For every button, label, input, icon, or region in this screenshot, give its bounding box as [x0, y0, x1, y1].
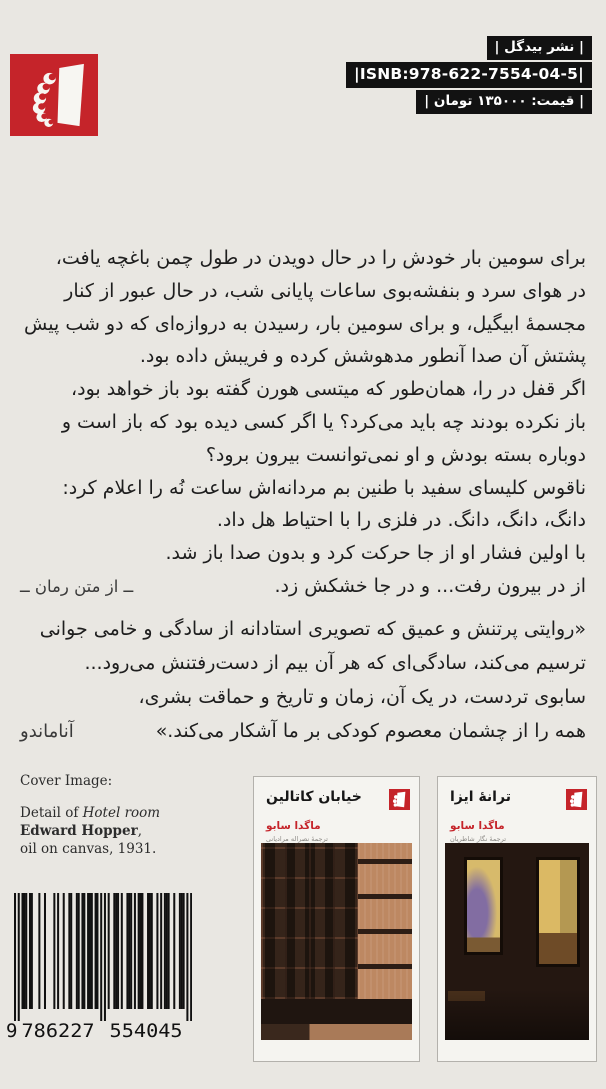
excerpt-line: دانگ، دانگ، دانگ. در فلزی را با احتیاط هل داد.	[216, 509, 586, 532]
excerpt-line: باز نکرده بودند چه باید می‌کرد؟ یا اگر کسی دیده بود که باز است و	[61, 410, 586, 433]
related-book-katalin-street	[253, 776, 420, 1062]
credit-artwork: Detail of Hotel room	[20, 805, 161, 821]
price-badge: | قیمت: ۱۳۵۰۰۰ تومان |	[416, 90, 592, 114]
svg-text:9: 9	[6, 1020, 18, 1042]
excerpt-line: با اولین فشار او از جا حرکت کرد و بدون صدا باز شد.	[165, 542, 586, 565]
related-book-izas-ballad	[437, 776, 597, 1062]
related-book-translator: ترجمهٔ نصراله مرادیانی	[266, 835, 328, 843]
publisher-logo-icon	[566, 789, 587, 810]
excerpt-line: مجسمهٔ ابیگیل، و برای سومین بار، رسیدن به دروازه‌ای که دو شب پیش	[24, 312, 586, 335]
publisher-logo-icon	[10, 54, 98, 136]
review-line: سابوی تردست، در یک آن، زمان و تاریخ و حماقت بشری،	[138, 686, 586, 708]
svg-text:554045: 554045	[109, 1020, 183, 1042]
credit-label: Cover Image:	[20, 773, 113, 789]
related-book-title: ترانهٔ ایزا	[450, 789, 511, 805]
related-book-author: ماگدا سابو	[266, 820, 321, 832]
related-book-author: ماگدا سابو	[450, 820, 505, 832]
svg-text:786227: 786227	[21, 1020, 95, 1042]
excerpt-line: برای سومین بار خودش را در حال دویدن در طول چمن باغچه یافت،	[55, 247, 586, 269]
excerpt-line: اگر قفل در را، همان‌طور که میتسی هورن گفته بود باز خواهد بود،	[71, 378, 586, 401]
review-line: همه را از چشمان معصوم کودکی بر ما آشکار می‌کند.»	[155, 720, 586, 742]
excerpt-line: پشتش آن صدا آنطور مدهوشش کرده و فریبش داده بود.	[139, 345, 586, 368]
related-book-cover-art	[261, 843, 412, 1040]
ean13-barcode	[6, 891, 192, 1043]
publisher-logo-icon	[389, 789, 410, 810]
excerpt-line: از در بیرون رفت... و در جا خشکش زد.	[274, 574, 586, 597]
review-attribution: آناماندو	[20, 721, 74, 742]
excerpt-line: ناقوس کلیسای سفید با طنین بم مردانه‌اش ساعت نُه را اعلام کرد:	[62, 476, 586, 499]
review-quote	[20, 612, 586, 749]
excerpt-line: در هوای سرد و بنفشه‌بوی ساعات پایانی شب، در حال عبور از کنار	[64, 279, 586, 302]
excerpt-attribution: ــ از متن رمان ــ	[20, 576, 134, 596]
artist-name: Edward Hopper	[20, 823, 138, 839]
excerpt-line: دوباره بسته بودش و او نمی‌توانست بیرون برود؟	[205, 443, 586, 466]
isbn-badge: |ISNB:978-622-7554-04-5|	[346, 62, 592, 88]
related-book-cover-art	[445, 843, 589, 1040]
related-book-translator: ترجمهٔ نگار شاطریان	[450, 835, 507, 843]
publisher-badges	[346, 36, 592, 114]
cover-image-credit	[20, 772, 160, 858]
related-book-title: خیابان کاتالین	[266, 789, 362, 805]
review-line: ترسیم می‌کند، سادگی‌ای که هر آن بیم از دست‌رفتنش می‌رود...	[84, 652, 586, 674]
artwork-title: Hotel room	[82, 805, 161, 821]
novel-excerpt	[20, 242, 586, 604]
review-line: «روایتی پرتنش و عمیق که تصویری استادانه از سادگی و خامی جوانی	[39, 618, 586, 640]
credit-artist: Edward Hopper,	[20, 823, 142, 839]
credit-medium: oil on canvas, 1931.	[20, 841, 157, 857]
publisher-name-badge: | نشر بیدگل |	[487, 36, 592, 60]
